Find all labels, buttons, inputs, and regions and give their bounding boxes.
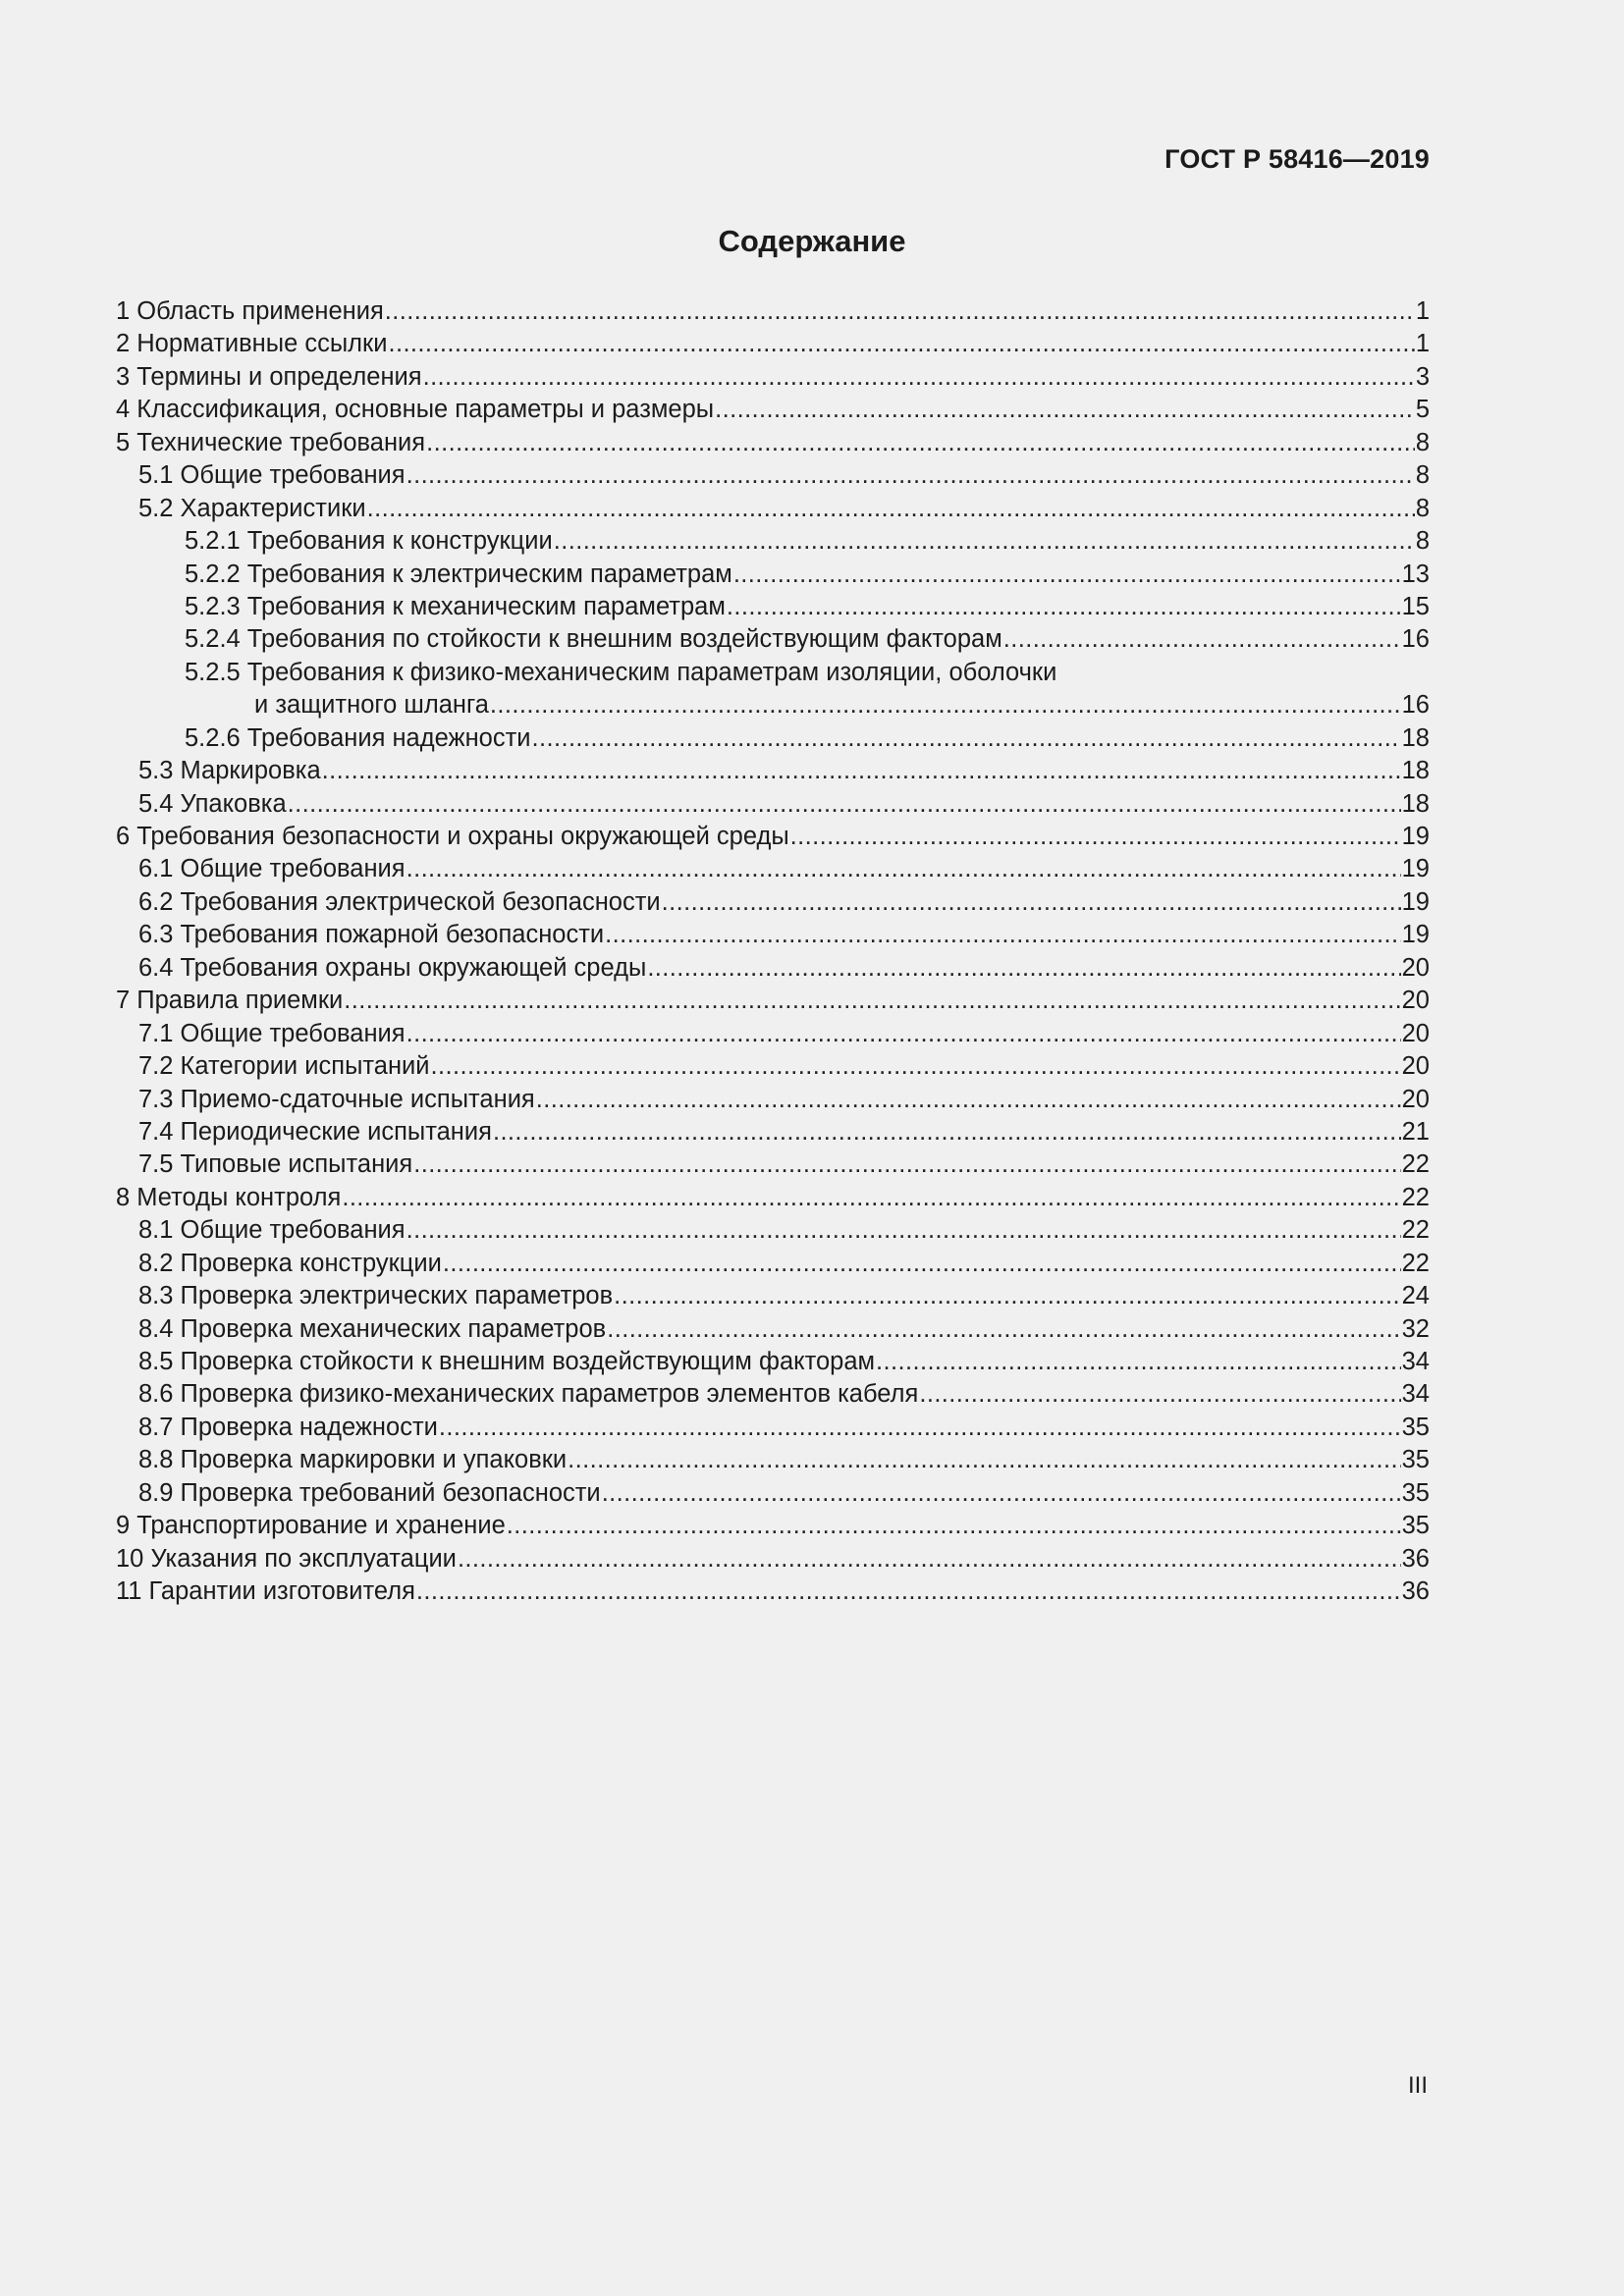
toc-entry-label: 9 Транспортирование и хранение bbox=[116, 1512, 506, 1540]
toc-entry bbox=[116, 952, 1430, 985]
toc-dot-leader bbox=[490, 689, 1401, 721]
toc-entry-page: 18 bbox=[1401, 723, 1430, 752]
toc-entry-page: 36 bbox=[1401, 1577, 1430, 1606]
toc-entry-label: 2 Нормативные ссылки bbox=[116, 330, 388, 358]
toc-entry bbox=[116, 1543, 1430, 1575]
toc-entry-label: 5.3 Маркировка bbox=[138, 757, 321, 785]
toc-dot-leader bbox=[507, 1510, 1401, 1542]
toc-dot-leader bbox=[458, 1543, 1401, 1575]
toc-dot-leader bbox=[568, 1444, 1400, 1476]
toc-entry bbox=[116, 1477, 1430, 1510]
toc-dot-leader bbox=[344, 985, 1400, 1017]
toc-entry-page: 35 bbox=[1401, 1413, 1430, 1441]
toc-entry-page: 18 bbox=[1401, 757, 1430, 785]
toc-entry-label: 8.3 Проверка электрических параметров bbox=[138, 1282, 614, 1310]
toc-entry-page: 20 bbox=[1401, 953, 1430, 982]
page-number: III bbox=[1407, 2072, 1428, 2099]
toc-entry-label: 4 Классификация, основные параметры и размеры bbox=[116, 396, 715, 424]
toc-entry-label: 8.9 Проверка требований безопасности bbox=[138, 1478, 601, 1507]
toc-entry bbox=[116, 788, 1430, 821]
toc-entry bbox=[116, 722, 1430, 755]
toc-dot-leader bbox=[493, 1116, 1401, 1148]
toc-dot-leader bbox=[614, 1280, 1400, 1312]
toc-dot-leader bbox=[342, 1182, 1400, 1214]
toc-entry-page: 19 bbox=[1401, 921, 1430, 949]
toc-entry bbox=[116, 361, 1430, 394]
toc-entry-label: 5.2.5 Требования к физико-механическим параметрам изоляции, оболочки bbox=[185, 658, 1057, 686]
toc-entry-page: 20 bbox=[1401, 1085, 1430, 1113]
toc-entry-page: 22 bbox=[1401, 1150, 1430, 1179]
toc-dot-leader bbox=[406, 853, 1401, 885]
toc-entry-page: 21 bbox=[1401, 1117, 1430, 1146]
toc-entry bbox=[116, 755, 1430, 787]
toc-entry bbox=[116, 1214, 1430, 1247]
toc-entry bbox=[116, 886, 1430, 919]
toc-entry-page: 34 bbox=[1401, 1348, 1430, 1375]
toc-entry-page: 35 bbox=[1401, 1512, 1430, 1540]
toc-title: Содержание bbox=[718, 224, 906, 258]
toc-entry bbox=[116, 394, 1430, 426]
toc-dot-leader bbox=[406, 1214, 1401, 1247]
toc-entry-page: 1 bbox=[1415, 297, 1430, 325]
toc-entry bbox=[116, 1148, 1430, 1181]
toc-entry-label: 10 Указания по эксплуатации bbox=[116, 1544, 457, 1573]
toc-entry-page: 19 bbox=[1401, 855, 1430, 883]
toc-entry-label: 6 Требования безопасности и охраны окружающей среды bbox=[116, 823, 789, 850]
toc-dot-leader bbox=[790, 821, 1401, 853]
toc-dot-leader bbox=[388, 328, 1414, 360]
toc-entry-label: 5.4 Упаковка bbox=[138, 789, 287, 818]
document-header: ГОСТ Р 58416—2019 bbox=[1164, 144, 1430, 174]
toc-entry-page: 8 bbox=[1415, 527, 1430, 556]
toc-entry bbox=[116, 1280, 1430, 1312]
toc-entry bbox=[116, 1018, 1430, 1050]
toc-entry-label: 8.7 Проверка надежности bbox=[138, 1413, 438, 1441]
toc-entry-page: 8 bbox=[1415, 494, 1430, 522]
toc-entry-page: 15 bbox=[1401, 592, 1430, 620]
toc-dot-leader bbox=[647, 952, 1400, 985]
toc-entry bbox=[116, 1346, 1430, 1378]
toc-entry-page: 22 bbox=[1401, 1183, 1430, 1211]
toc-dot-leader bbox=[413, 1148, 1400, 1181]
toc-entry-label: 8.6 Проверка физико-механических параметров элементов кабеля bbox=[138, 1380, 919, 1409]
toc-dot-leader bbox=[602, 1477, 1401, 1510]
toc-entry-label: 7.4 Периодические испытания bbox=[138, 1117, 492, 1146]
toc-dot-leader bbox=[1003, 623, 1401, 656]
toc-entry-label: 1 Область применения bbox=[116, 297, 384, 325]
toc-dot-leader bbox=[406, 1018, 1401, 1050]
toc-entry bbox=[116, 328, 1430, 360]
toc-entry-page: 19 bbox=[1401, 887, 1430, 916]
toc-entry bbox=[116, 919, 1430, 951]
toc-dot-leader bbox=[406, 459, 1415, 492]
toc-entry-label: 7.2 Категории испытаний bbox=[138, 1052, 430, 1081]
toc-dot-leader bbox=[605, 919, 1400, 951]
toc-entry bbox=[116, 525, 1430, 558]
toc-entry bbox=[116, 427, 1430, 459]
toc-entry bbox=[116, 1248, 1430, 1280]
toc-entry-page: 24 bbox=[1401, 1282, 1430, 1310]
toc-entry-label: 8 Методы контроля bbox=[116, 1183, 342, 1211]
toc-entry-label: 3 Термины и определения bbox=[116, 362, 422, 391]
toc-entry-page: 8 bbox=[1415, 428, 1430, 456]
toc-entry-label: 6.1 Общие требования bbox=[138, 855, 406, 883]
toc-entry-page: 35 bbox=[1401, 1446, 1430, 1474]
toc-dot-leader bbox=[876, 1346, 1401, 1378]
toc-dot-leader bbox=[662, 886, 1401, 919]
table-of-contents bbox=[116, 295, 1430, 1609]
toc-entry bbox=[116, 1182, 1430, 1214]
toc-dot-leader bbox=[733, 559, 1401, 591]
toc-entry-page: 18 bbox=[1401, 789, 1430, 818]
toc-dot-leader bbox=[607, 1313, 1400, 1346]
toc-entry-page: 1 bbox=[1415, 330, 1430, 358]
toc-entry-page: 20 bbox=[1401, 1019, 1430, 1047]
toc-dot-leader bbox=[727, 591, 1401, 623]
toc-dot-leader bbox=[385, 295, 1415, 328]
toc-entry bbox=[116, 853, 1430, 885]
toc-entry bbox=[116, 1084, 1430, 1116]
toc-entry-label: и защитного шланга bbox=[254, 691, 489, 720]
toc-entry bbox=[116, 821, 1430, 853]
toc-entry-page: 8 bbox=[1415, 461, 1430, 490]
toc-entry-page: 22 bbox=[1401, 1216, 1430, 1245]
toc-entry-label: 7.1 Общие требования bbox=[138, 1019, 406, 1047]
toc-entry-label: 5 Технические требования bbox=[116, 428, 426, 456]
toc-entry-label: 8.1 Общие требования bbox=[138, 1216, 406, 1245]
toc-dot-leader bbox=[439, 1412, 1401, 1444]
toc-entry bbox=[116, 623, 1430, 656]
toc-entry-label: 6.2 Требования электрической безопасности bbox=[138, 887, 661, 916]
toc-entry-label: 7.3 Приемо-сдаточные испытания bbox=[138, 1085, 535, 1113]
toc-entry-label: 7.5 Типовые испытания bbox=[138, 1150, 413, 1179]
toc-entry bbox=[116, 1313, 1430, 1346]
toc-dot-leader bbox=[322, 755, 1401, 787]
toc-entry-page: 5 bbox=[1415, 396, 1430, 424]
toc-entry bbox=[116, 591, 1430, 623]
toc-entry-label: 6.4 Требования охраны окружающей среды bbox=[138, 953, 647, 982]
toc-entry bbox=[116, 1444, 1430, 1476]
toc-entry-page: 20 bbox=[1401, 1052, 1430, 1081]
toc-dot-leader bbox=[532, 722, 1401, 755]
toc-entry bbox=[116, 1510, 1430, 1542]
toc-dot-leader bbox=[443, 1248, 1401, 1280]
toc-entry-label: 5.2.6 Требования надежности bbox=[185, 723, 531, 752]
toc-entry-label: 5.2 Характеристики bbox=[138, 494, 366, 522]
toc-dot-leader bbox=[423, 361, 1415, 394]
toc-dot-leader bbox=[715, 394, 1415, 426]
toc-entry-label: 5.2.2 Требования к электрическим параметрам bbox=[185, 560, 732, 588]
toc-entry-page: 22 bbox=[1401, 1249, 1430, 1277]
toc-dot-leader bbox=[536, 1084, 1401, 1116]
toc-dot-leader bbox=[554, 525, 1415, 558]
toc-entry-page: 32 bbox=[1401, 1314, 1430, 1343]
toc-entry bbox=[116, 295, 1430, 328]
toc-entry-page: 16 bbox=[1401, 625, 1430, 654]
toc-dot-leader bbox=[288, 788, 1401, 821]
toc-entry-label: 11 Гарантии изготовителя bbox=[116, 1577, 415, 1606]
toc-entry-label: 8.8 Проверка маркировки и упаковки bbox=[138, 1446, 568, 1474]
toc-dot-leader bbox=[426, 427, 1415, 459]
toc-entry bbox=[116, 657, 1430, 689]
toc-entry-page: 34 bbox=[1401, 1380, 1430, 1409]
toc-entry-label: 8.4 Проверка механических параметров bbox=[138, 1314, 607, 1343]
toc-entry-page: 35 bbox=[1401, 1478, 1430, 1507]
toc-dot-leader bbox=[367, 493, 1415, 525]
toc-entry bbox=[116, 1050, 1430, 1083]
toc-dot-leader bbox=[431, 1050, 1401, 1083]
toc-entry-label: 8.5 Проверка стойкости к внешним воздействующим факторам bbox=[138, 1348, 876, 1375]
toc-entry bbox=[116, 689, 1430, 721]
toc-entry-page: 19 bbox=[1401, 823, 1430, 850]
toc-entry bbox=[116, 1116, 1430, 1148]
toc-entry-label: 5.2.3 Требования к механическим параметрам bbox=[185, 592, 726, 620]
toc-entry-label: 5.2.4 Требования по стойкости к внешним воздействующим факторам bbox=[185, 625, 1002, 654]
toc-entry-label: 5.2.1 Требования к конструкции bbox=[185, 527, 553, 556]
toc-entry-page: 36 bbox=[1401, 1544, 1430, 1573]
toc-entry-page: 16 bbox=[1401, 691, 1430, 720]
toc-entry-label: 7 Правила приемки bbox=[116, 987, 344, 1015]
toc-entry-page: 13 bbox=[1401, 560, 1430, 588]
toc-entry-label: 5.1 Общие требования bbox=[138, 461, 406, 490]
toc-entry-label: 6.3 Требования пожарной безопасности bbox=[138, 921, 605, 949]
toc-dot-leader bbox=[416, 1575, 1401, 1608]
toc-entry bbox=[116, 459, 1430, 492]
toc-entry bbox=[116, 1378, 1430, 1411]
toc-entry bbox=[116, 559, 1430, 591]
toc-dot-leader bbox=[919, 1378, 1400, 1411]
toc-entry bbox=[116, 493, 1430, 525]
toc-entry-page: 3 bbox=[1415, 362, 1430, 391]
toc-entry-label: 8.2 Проверка конструкции bbox=[138, 1249, 442, 1277]
toc-entry bbox=[116, 1575, 1430, 1608]
toc-entry bbox=[116, 1412, 1430, 1444]
toc-entry bbox=[116, 985, 1430, 1017]
toc-entry-page: 20 bbox=[1401, 987, 1430, 1015]
